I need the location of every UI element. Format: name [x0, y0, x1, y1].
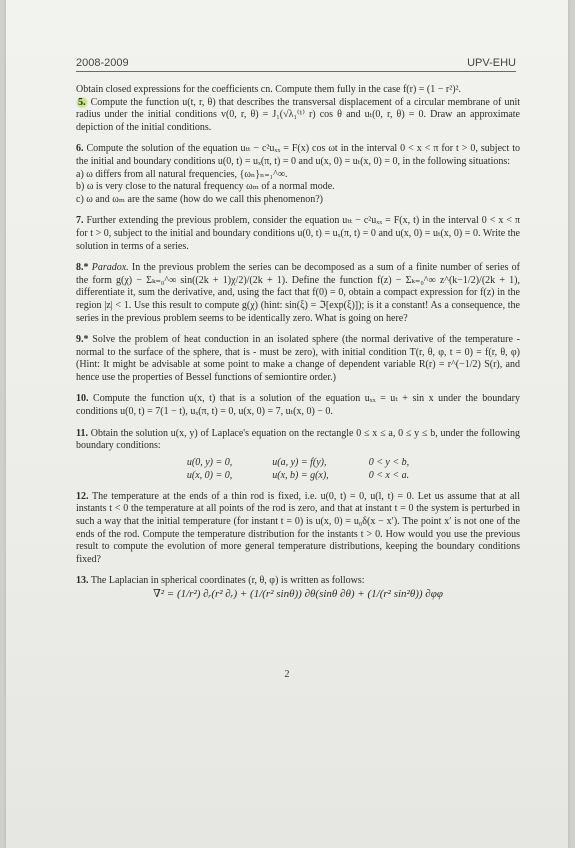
header-right: UPV-EHU	[467, 57, 516, 69]
problem-text: The Laplacian in spherical coordinates (r, θ, φ) is written as follows:	[90, 575, 365, 587]
boundary-conditions	[76, 456, 520, 482]
problem-number: 8.*	[76, 262, 89, 274]
header-left: 2008-2009	[76, 57, 129, 69]
problem-number: 10.	[76, 393, 89, 405]
bc-line: 0 < y < b,	[368, 456, 410, 468]
problem-11	[76, 428, 520, 482]
bc-line: u(x, 0) = 0,	[186, 469, 233, 481]
problem-list	[76, 84, 520, 610]
problem-subitem-c: c) ω and ωₘ are the same (how do we call this phenomenon?)	[76, 193, 323, 205]
problem-number: 11.	[76, 427, 88, 439]
paper-sheet	[6, 0, 568, 848]
problem-text: Compute the solution of the equation uₜₜ − c²uₓₓ = F(x) cos ωt in the interval 0 < x < π for t > 0, subject to the initial and boundary conditions u(0, t) = uₓ(π, t) = 0 and u(x, 0) = uₜ(x, 0) = 0, in the following situations:	[76, 143, 520, 167]
problem-text: In the previous problem the series can be decomposed as a sum of a finite number of series of the form g(χ) − Σₖ₌₀^∞ sin((2k + 1)χ/2)/(2k + 1). Define the function f(z) − Σₖ₌₀^∞ z^(k−1/2)/(2k + 1), differentiate it, sum the derivative, and, using the fact that f(0) = 0, obtain a compact expression for f(z) in the region |z| < 1. Use this result to compute g(χ) (hint: sin(ξ) = ℑ[exp(ξ)]); is it a constant! As a consequence, the series in the previous problem seems to be identically zero. What is going on here?	[76, 262, 520, 324]
bc-column-mid	[272, 456, 328, 482]
problem-text: Compute the function u(t, r, θ) that describes the transversal displacement of a circular membrane of unit radius under the initial conditions v(0, r, θ) = J₁(√λ₁⁽¹⁾ r) cos θ and uₜ(0, r, θ) = 0. Draw an approximate depiction of the initial conditions.	[76, 96, 521, 133]
problem-text: The temperature at the ends of a thin rod is fixed, i.e. u(0, t) = 0, u(l, t) = 0. Let us assume that at all instants t < 0 the temperature at all points of the rod is zero, and that at instant t = 0 the system is perturbed in such a way that the initial temperature (for instant t = 0) is u(x, 0) = u₀δ(x − x′). The point x′ is not one of the ends of the rod. Compute the temperature distribution for the instants t > 0. How would you use the previous result to compute the evolution of more general temperature distributions, keeping the boundary conditions fixed?	[76, 490, 520, 565]
problem-text: Obtain the solution u(x, y) of Laplace's equation on the rectangle 0 ≤ x ≤ a, 0 ≤ y ≤ b, under the following boundary conditions:	[76, 427, 520, 452]
problem-number: 6.	[76, 143, 84, 155]
problem-13	[76, 575, 520, 600]
bc-line: 0 < x < a.	[368, 469, 410, 481]
problem-subitem-a: a) ω differs from all natural frequencies, {ωₙ}ₙ₌₁^∞.	[76, 168, 288, 180]
problem-8	[76, 262, 520, 325]
problem-number: 13.	[76, 575, 89, 587]
problem-9	[76, 334, 520, 384]
bc-line: u(0, y) = 0,	[186, 456, 233, 468]
problem-10	[76, 393, 520, 418]
problem-title: Paradox.	[91, 262, 129, 274]
problem-number: 7.	[76, 215, 84, 227]
laplacian-formula: ∇² = (1/r²) ∂ᵣ(r² ∂ᵣ) + (1/(r² sinθ)) ∂θ(sinθ ∂θ) + (1/(r² sin²θ)) ∂φφ	[153, 588, 443, 600]
bc-column-left	[187, 456, 232, 482]
problem-5	[76, 97, 520, 135]
problem-number: 12.	[76, 490, 89, 502]
intro-text: Obtain closed expressions for the coefficients cn. Compute them fully in the case f(r) = (1 − r²)².	[76, 84, 462, 95]
problem-number: 9.*	[76, 334, 89, 346]
problem-6	[76, 143, 520, 206]
problem-7	[76, 215, 520, 253]
bc-column-right	[369, 456, 409, 482]
header-rule	[76, 71, 516, 72]
page-number: 2	[284, 669, 290, 680]
problem-subitem-b: b) ω is very close to the natural frequency ωₘ of a normal mode.	[76, 181, 335, 193]
bc-line: u(a, y) = f(y),	[272, 456, 327, 468]
page-header	[76, 57, 516, 69]
problem-text: Compute the function u(x, t) that is a solution of the equation uₓₓ = uₜ + sin x under the boundary conditions u(0, t) = 7(1 − t), uₓ(π, t) = 0, u(x, 0) = 7, uₜ(x, 0) − 0.	[76, 393, 520, 418]
problem-text: Solve the problem of heat conduction in an isolated sphere (the normal derivative of the temperature - normal to the surface of the sphere, that is - must be zero), with initial condition T(r, θ, φ, t = 0) = f(r, θ, φ) (Hint: It might be advisable at some point to make a change of dependent variable R(r) = r^(−1/2) S(r), and hence use the properties of Bessel functions of semiontire order.)	[76, 334, 521, 383]
bc-line: u(x, b) = g(x),	[272, 469, 329, 481]
problem-12	[76, 491, 520, 567]
problem-number: 5.	[78, 96, 86, 108]
problem-text: Further extending the previous problem, consider the equation uₜₜ − c²uₓₓ = F(x, t) in the interval 0 < x < π for t > 0, subject to the initial and boundary conditions u(0, t) = uₓ(π, t) = 0 and u(x, 0) = uₜ(x, 0) = 0. Write the solution in terms of a series.	[76, 215, 521, 252]
